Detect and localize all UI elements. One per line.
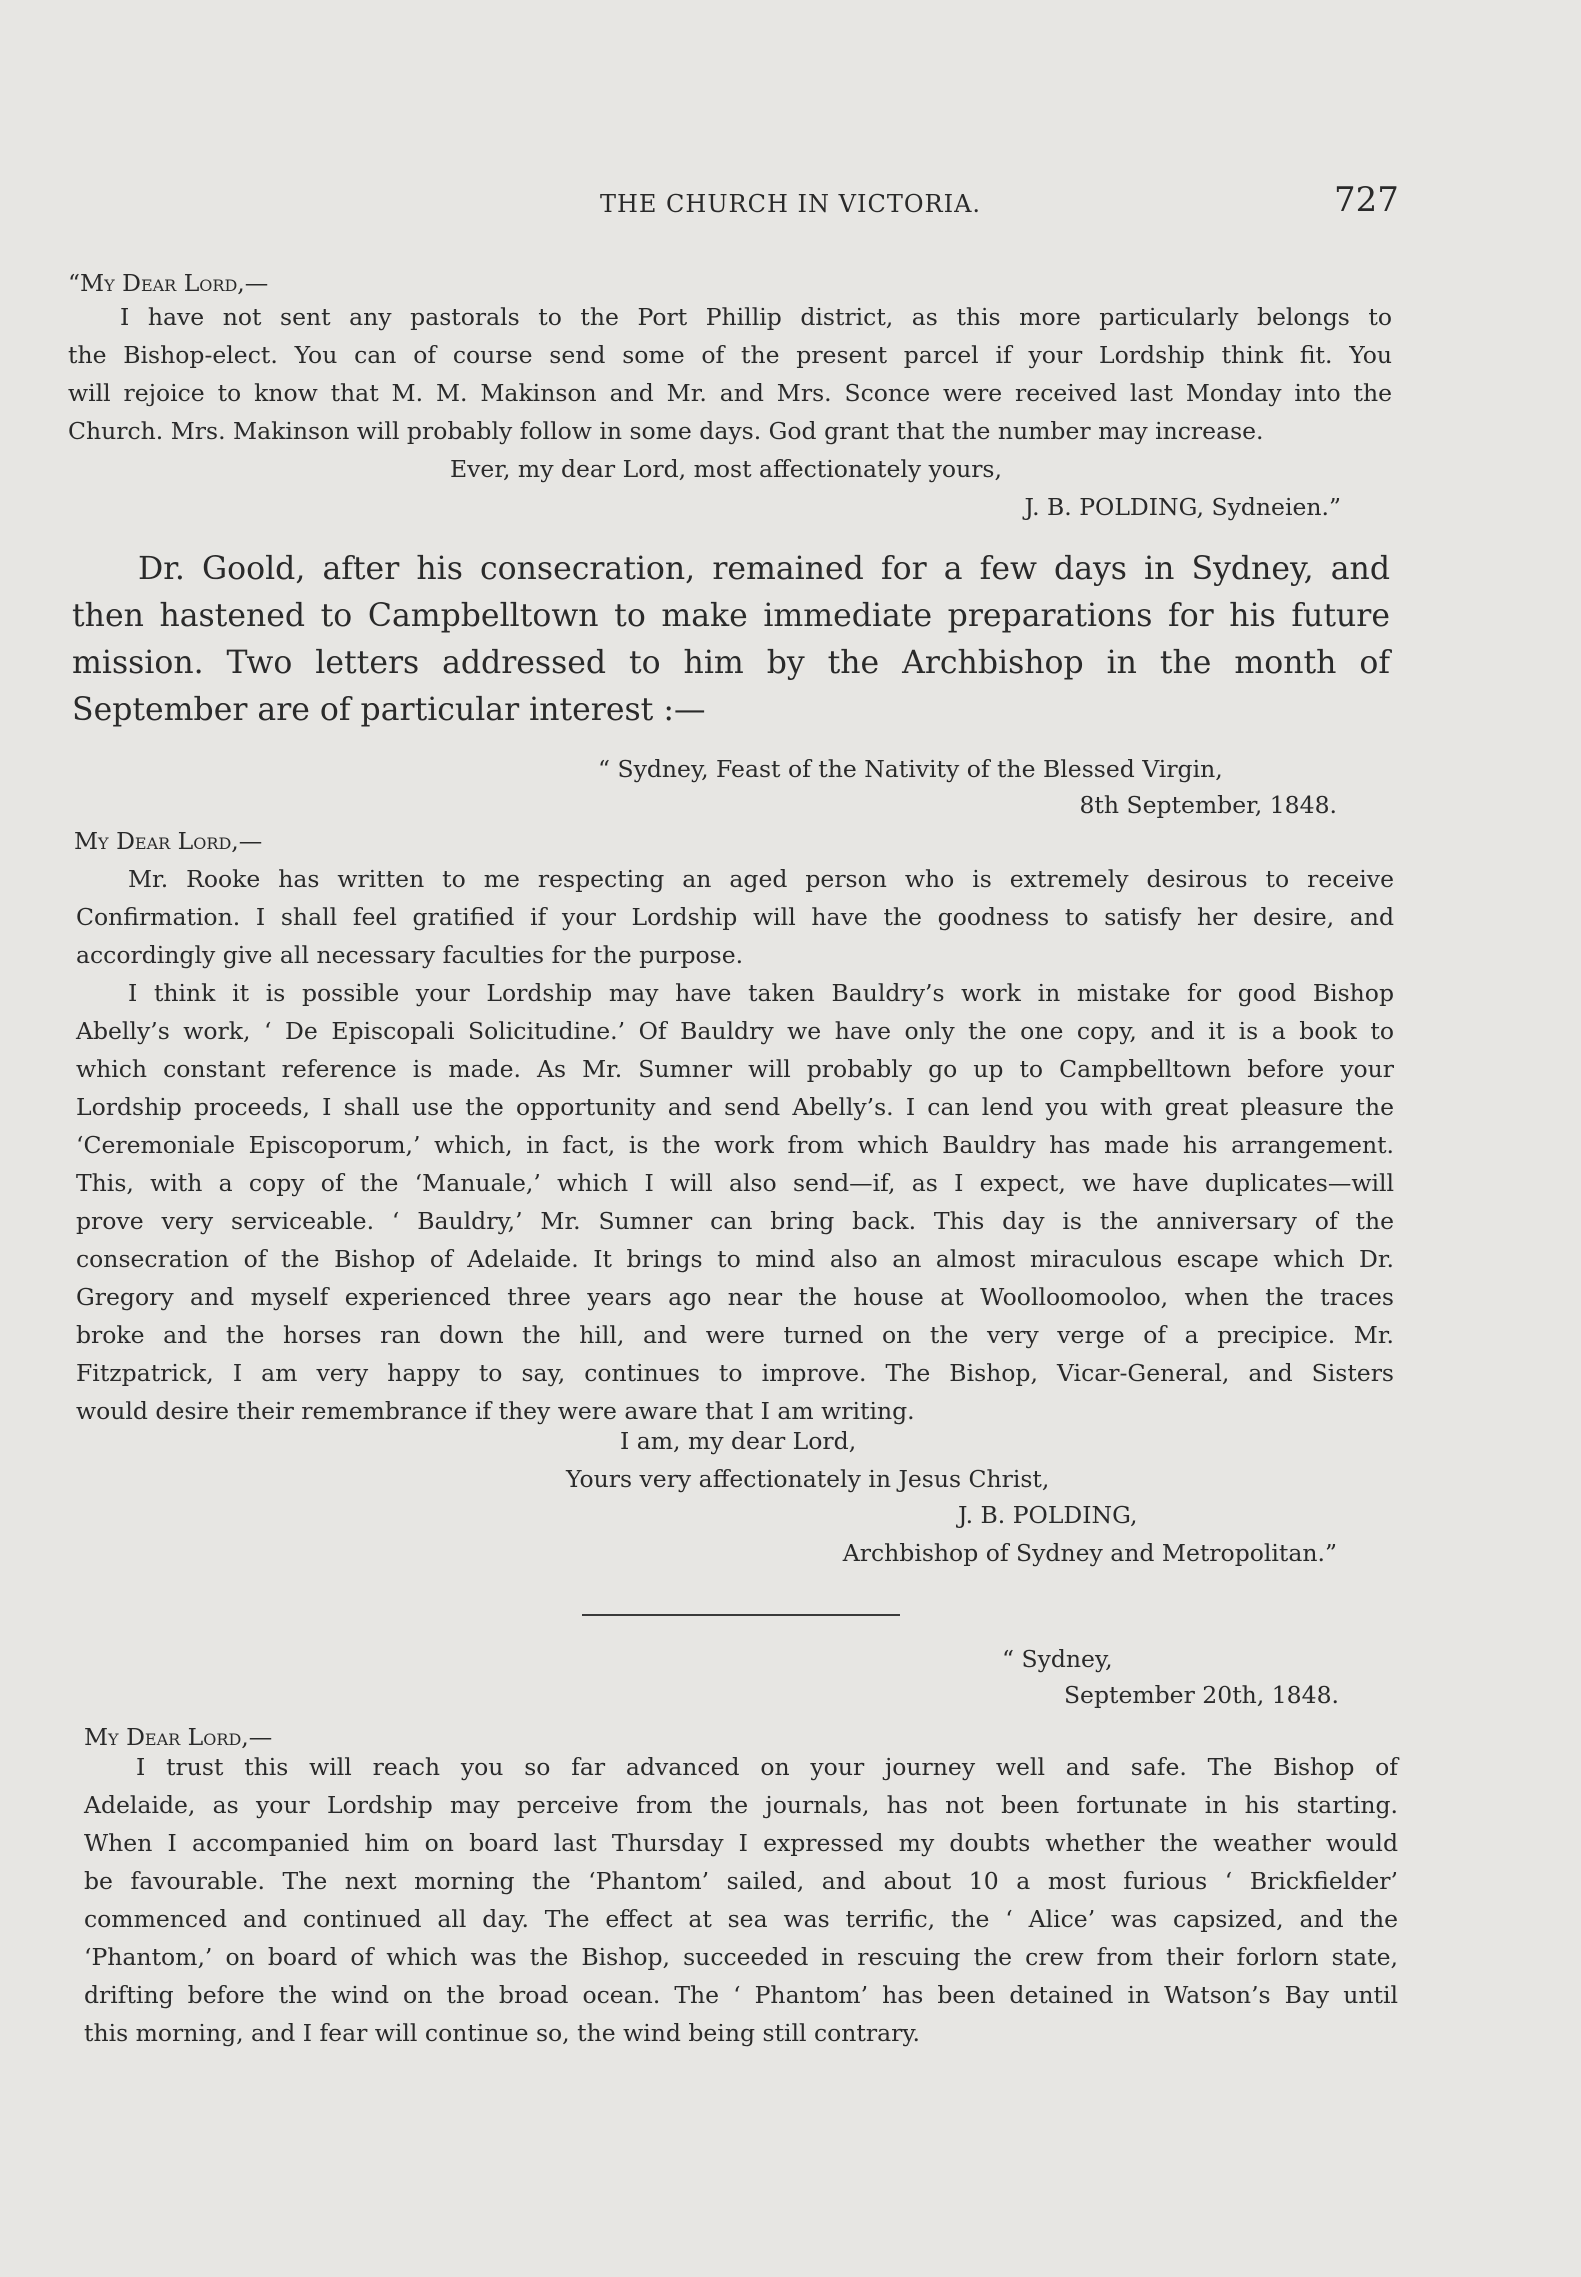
letter2-dateline-date: 8th September, 1848.	[1079, 791, 1337, 819]
letter2-line: Lordship proceeds, I shall use the opportunity and send Abelly’s. I can lend you with great pleasure the	[76, 1093, 1394, 1121]
narrative-line: Dr. Goold, after his consecration, remained for a few days in Sydney, and	[138, 551, 1390, 587]
letter2-signature-title: Archbishop of Sydney and Metropolitan.”	[842, 1539, 1337, 1567]
letter1-body	[68, 298, 1392, 450]
letter2-salutation: My Dear Lord,—	[74, 827, 263, 855]
narrative-line: September are of particular interest :—	[72, 692, 706, 728]
section-divider	[582, 1614, 900, 1616]
letter1-closing: Ever, my dear Lord, most affectionately yours,	[450, 455, 1002, 483]
letter2-line: Mr. Rooke has written to me respecting an aged person who is extremely desirous to receive	[128, 865, 1394, 893]
letter1-line: Church. Mrs. Makinson will probably follow in some days. God grant that the number may increase.	[68, 417, 1264, 445]
letter1-line: the Bishop-elect. You can of course send some of the present parcel if your Lordship think fit. You	[68, 341, 1392, 369]
letter1-line: will rejoice to know that M. M. Makinson and Mr. and Mrs. Sconce were received last Monday into the	[68, 379, 1392, 407]
letter3-dateline-date: September 20th, 1848.	[1063, 1681, 1339, 1709]
page-number: 727	[1334, 180, 1399, 220]
running-title: THE CHURCH IN VICTORIA.	[599, 190, 982, 218]
narrative-line: mission. Two letters addressed to him by the Archbishop in the month of	[72, 645, 1390, 681]
letter3-line: be favourable. The next morning the ‘Phantom’ sailed, and about 10 a most furious ‘ Brickfielder’	[84, 1867, 1398, 1895]
narrative-paragraph	[72, 546, 1390, 734]
letter2-line: Confirmation. I shall feel gratified if your Lordship will have the goodness to satisfy her desire, and	[76, 903, 1394, 931]
letter2-line: Fitzpatrick, I am very happy to say, continues to improve. The Bishop, Vicar-General, and Sisters	[76, 1359, 1394, 1387]
letter2-closing-1: I am, my dear Lord,	[620, 1427, 857, 1455]
letter3-line: When I accompanied him on board last Thursday I expressed my doubts whether the weather would	[84, 1829, 1398, 1857]
letter3-line: commenced and continued all day. The effect at sea was terrific, the ‘ Alice’ was capsized, and the	[84, 1905, 1398, 1933]
letter1-signature: J. B. POLDING, Sydneien.”	[1024, 493, 1341, 521]
letter2-line: accordingly give all necessary faculties for the purpose.	[76, 941, 744, 969]
letter2-dateline: “ Sydney, Feast of the Nativity of the Blessed Virgin,	[598, 755, 1223, 783]
letter2-line: consecration of the Bishop of Adelaide. It brings to mind also an almost miraculous escape which Dr.	[76, 1245, 1394, 1273]
letter2-body	[76, 860, 1394, 1430]
letter3-line: Adelaide, as your Lordship may perceive from the journals, has not been fortunate in his starting.	[84, 1791, 1398, 1819]
letter3-line: this morning, and I fear will continue so, the wind being still contrary.	[84, 2019, 920, 2047]
letter3-salutation: My Dear Lord,—	[84, 1723, 273, 1751]
letter2-line: Abelly’s work, ‘ De Episcopali Solicitudine.’ Of Bauldry we have only the one copy, and it is a book to	[76, 1017, 1394, 1045]
letter2-line: ‘Ceremoniale Episcoporum,’ which, in fact, is the work from which Bauldry has made his arrangement.	[76, 1131, 1394, 1159]
letter2-closing-2: Yours very affectionately in Jesus Christ,	[566, 1465, 1050, 1493]
letter2-signature-name: J. B. POLDING,	[958, 1501, 1138, 1529]
letter3-line: drifting before the wind on the broad ocean. The ‘ Phantom’ has been detained in Watson’s Bay until	[84, 1981, 1398, 2009]
letter2-line: broke and the horses ran down the hill, and were turned on the very verge of a precipice. Mr.	[76, 1321, 1394, 1349]
letter3-line: ‘Phantom,’ on board of which was the Bishop, succeeded in rescuing the crew from their forlorn state,	[84, 1943, 1398, 1971]
letter2-line: which constant reference is made. As Mr. Sumner will probably go up to Campbelltown before your	[76, 1055, 1394, 1083]
letter2-line: This, with a copy of the ‘Manuale,’ which I will also send—if, as I expect, we have duplicates—will	[76, 1169, 1394, 1197]
narrative-line: then hastened to Campbelltown to make immediate preparations for his future	[72, 598, 1390, 634]
letter2-line: Gregory and myself experienced three years ago near the house at Woolloomooloo, when the traces	[76, 1283, 1394, 1311]
letter2-line: prove very serviceable. ‘ Bauldry,’ Mr. Sumner can bring back. This day is the anniversary of the	[76, 1207, 1394, 1235]
letter3-dateline: “ Sydney,	[1002, 1645, 1113, 1673]
letter1-line: I have not sent any pastorals to the Port Phillip district, as this more particularly belongs to	[120, 303, 1392, 331]
letter2-line: would desire their remembrance if they were aware that I am writing.	[76, 1397, 915, 1425]
letter3-body	[84, 1748, 1398, 2052]
letter3-line: I trust this will reach you so far advanced on your journey well and safe. The Bishop of	[136, 1753, 1398, 1781]
letter2-line: I think it is possible your Lordship may have taken Bauldry’s work in mistake for good Bishop	[128, 979, 1394, 1007]
letter1-salutation: “My Dear Lord,—	[68, 269, 269, 297]
